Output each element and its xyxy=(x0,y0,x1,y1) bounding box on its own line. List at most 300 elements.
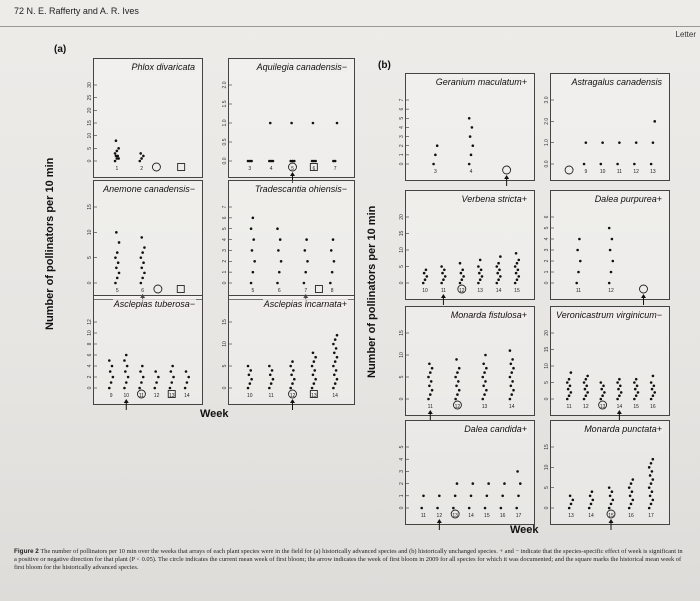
data-point xyxy=(118,241,121,244)
data-point xyxy=(579,260,582,263)
data-point xyxy=(249,369,252,372)
data-point xyxy=(481,275,484,278)
y-tick-label: 15 xyxy=(87,204,93,210)
x-tick-label: 11 xyxy=(440,288,447,294)
data-point xyxy=(171,365,174,368)
y-tick-label: 0 xyxy=(222,281,228,285)
y-tick-label: 3 xyxy=(399,470,405,473)
data-point xyxy=(501,495,504,498)
subplot-title: Tradescantia ohiensis− xyxy=(254,184,347,194)
data-point xyxy=(427,376,430,379)
current-bloom-circle xyxy=(565,166,573,174)
data-point xyxy=(303,282,306,285)
data-point xyxy=(142,261,145,264)
data-point xyxy=(649,474,652,477)
x-axis-label-a: Week xyxy=(200,408,229,420)
data-point xyxy=(304,249,307,252)
bloom-2009-arrow-head xyxy=(617,410,622,414)
y-tick-label: 4 xyxy=(399,126,405,129)
x-tick-label: 4 xyxy=(269,166,273,172)
data-point xyxy=(470,154,473,157)
y-tick-label: 1.0 xyxy=(544,139,550,147)
data-point xyxy=(589,495,592,498)
data-point xyxy=(608,486,611,489)
subplot-2 xyxy=(87,180,203,300)
data-point xyxy=(420,507,423,510)
current-bloom-circle xyxy=(503,166,511,174)
x-tick-label: 3 xyxy=(433,169,437,175)
data-point xyxy=(516,470,519,473)
data-point xyxy=(140,267,143,270)
bloom-2009-arrow-head xyxy=(124,399,129,403)
current-bloom-circle xyxy=(152,163,160,171)
x-tick-label: 14 xyxy=(616,404,623,410)
data-point xyxy=(575,282,578,285)
bloom-2009-arrow-head xyxy=(504,175,509,179)
y-tick-label: 3 xyxy=(544,248,550,252)
x-tick-label: 6 xyxy=(277,288,281,294)
x-tick-label: 14 xyxy=(332,393,338,399)
subplot-svg xyxy=(87,59,204,179)
subplot-title: Dalea candida+ xyxy=(464,424,527,434)
subplot-svg xyxy=(399,191,536,301)
y-tick-label: 6 xyxy=(399,107,405,111)
data-point xyxy=(570,503,573,506)
data-point xyxy=(458,367,461,370)
data-point xyxy=(250,378,253,381)
data-point xyxy=(270,382,273,385)
subplot-svg xyxy=(222,181,356,301)
data-point xyxy=(444,275,447,278)
data-point xyxy=(648,507,651,510)
data-point xyxy=(117,157,120,160)
y-tick-label: 10 xyxy=(399,247,405,253)
y-tick-label: 10 xyxy=(222,341,228,347)
data-point xyxy=(247,387,250,390)
data-point xyxy=(632,499,635,502)
x-tick-label: 12 xyxy=(633,169,639,175)
y-tick-label: 0.5 xyxy=(222,138,228,146)
subplot-svg xyxy=(399,74,536,182)
data-point xyxy=(515,507,518,510)
data-point xyxy=(312,374,315,377)
data-point xyxy=(169,387,172,390)
data-point xyxy=(251,249,254,252)
data-point xyxy=(649,495,652,498)
data-point xyxy=(618,378,621,381)
subplot-title: Monarda punctata+ xyxy=(584,424,662,434)
data-point xyxy=(510,393,513,396)
data-point xyxy=(608,227,611,230)
data-point xyxy=(279,238,282,241)
x-tick-label: 15 xyxy=(484,513,490,519)
data-point xyxy=(634,388,637,391)
data-point xyxy=(313,369,316,372)
subplot-9 xyxy=(544,190,670,300)
data-point xyxy=(427,398,430,401)
y-tick-label: 6 xyxy=(544,215,550,219)
data-point xyxy=(185,370,188,373)
data-point xyxy=(610,271,613,274)
y-tick-label: 3.0 xyxy=(544,96,550,104)
data-point xyxy=(422,282,425,285)
data-point xyxy=(312,352,315,355)
data-point xyxy=(459,282,462,285)
bloom-2009-arrow-head xyxy=(441,294,446,298)
data-point xyxy=(140,236,143,239)
x-tick-label: 12 xyxy=(436,513,443,519)
data-point xyxy=(331,271,334,274)
data-point xyxy=(153,387,156,390)
y-tick-label: 4 xyxy=(399,457,405,461)
data-point xyxy=(609,249,612,252)
x-tick-label: 11 xyxy=(138,393,145,399)
data-point xyxy=(431,389,434,392)
data-point xyxy=(618,141,621,144)
subplot-svg xyxy=(222,59,356,179)
subplot-12 xyxy=(399,420,535,525)
x-tick-label: 7 xyxy=(333,166,337,172)
data-point xyxy=(170,370,173,373)
subplot-5 xyxy=(222,295,355,405)
data-point xyxy=(335,369,338,372)
data-point xyxy=(608,507,611,510)
data-point xyxy=(568,394,571,397)
data-point xyxy=(497,262,500,265)
data-point xyxy=(485,367,488,370)
data-point xyxy=(652,458,655,461)
data-point xyxy=(460,272,463,275)
data-point xyxy=(456,393,459,396)
data-point xyxy=(576,249,579,252)
data-point xyxy=(268,387,271,390)
subplot-title: Asclepias incarnata+ xyxy=(263,299,347,309)
data-point xyxy=(651,470,654,473)
data-point xyxy=(650,163,653,166)
data-point xyxy=(650,462,653,465)
data-point xyxy=(423,272,426,275)
y-tick-label: 0.0 xyxy=(222,157,228,165)
data-point xyxy=(269,374,272,377)
x-tick-label: 13 xyxy=(477,288,483,294)
data-point xyxy=(461,278,464,281)
data-point xyxy=(628,486,631,489)
data-point xyxy=(452,507,455,510)
data-point xyxy=(612,499,615,502)
data-point xyxy=(434,154,437,157)
data-point xyxy=(117,147,120,150)
data-point xyxy=(116,150,119,153)
subplot-title: Geranium maculatum+ xyxy=(435,77,527,87)
data-point xyxy=(306,260,309,263)
data-point xyxy=(509,376,512,379)
data-point xyxy=(330,249,333,252)
x-tick-label: 13 xyxy=(311,393,317,399)
x-tick-label: 9 xyxy=(584,169,588,175)
x-tick-label: 2 xyxy=(140,166,143,172)
panel-label-b: (b) xyxy=(378,60,391,71)
y-axis-label-a: Number of pollinators per 10 min xyxy=(44,157,56,330)
data-point xyxy=(578,238,581,241)
x-tick-label: 1 xyxy=(115,166,119,172)
data-point xyxy=(584,388,587,391)
x-tick-label: 12 xyxy=(153,393,160,399)
data-point xyxy=(609,495,612,498)
data-point xyxy=(600,388,603,391)
y-tick-label: 0 xyxy=(399,281,405,285)
data-point xyxy=(108,359,111,362)
y-tick-label: 5 xyxy=(399,265,405,268)
data-point xyxy=(635,141,638,144)
data-point xyxy=(610,503,613,506)
subplot-svg xyxy=(87,181,204,301)
subplot-11 xyxy=(544,306,670,416)
subplot-4 xyxy=(87,295,203,405)
data-point xyxy=(329,282,332,285)
data-point xyxy=(143,246,146,249)
y-tick-label: 0 xyxy=(399,162,405,166)
data-point xyxy=(334,360,337,363)
y-tick-label: 0.0 xyxy=(544,160,550,168)
y-tick-label: 15 xyxy=(87,120,93,126)
data-point xyxy=(650,381,653,384)
data-point xyxy=(304,271,307,274)
data-point xyxy=(652,478,655,481)
data-point xyxy=(583,398,586,401)
subplot-svg xyxy=(87,296,204,406)
y-tick-label: 0 xyxy=(87,281,93,285)
data-point xyxy=(516,278,519,281)
x-tick-label: 5 xyxy=(291,166,294,172)
data-point xyxy=(127,376,130,379)
data-point xyxy=(115,267,118,270)
data-point xyxy=(336,122,339,125)
data-point xyxy=(456,482,459,485)
data-point xyxy=(140,381,143,384)
data-point xyxy=(456,371,459,374)
subplot-title: Verbena stricta+ xyxy=(461,194,527,204)
data-point xyxy=(592,499,595,502)
data-point xyxy=(333,374,336,377)
figure-caption xyxy=(14,548,686,572)
subplot-title: Asclepias tuberosa− xyxy=(113,299,195,309)
x-tick-label: 11 xyxy=(427,404,433,410)
data-point xyxy=(648,486,651,489)
subplot-svg xyxy=(544,74,671,182)
y-tick-label: 20 xyxy=(399,214,405,220)
data-point xyxy=(519,482,522,485)
y-tick-label: 10 xyxy=(87,229,93,236)
data-point xyxy=(291,360,294,363)
y-tick-label: 15 xyxy=(222,319,228,325)
data-point xyxy=(314,160,317,163)
data-point xyxy=(600,398,603,401)
y-tick-label: 10 xyxy=(87,132,93,139)
y-tick-label: 10 xyxy=(399,352,405,358)
data-point xyxy=(139,370,142,373)
data-point xyxy=(566,398,569,401)
x-tick-label: 6 xyxy=(141,288,145,294)
data-point xyxy=(428,385,431,388)
x-tick-label: 13 xyxy=(568,513,574,519)
x-tick-label: 11 xyxy=(420,513,427,519)
data-point xyxy=(481,398,484,401)
y-tick-label: 20 xyxy=(87,107,93,114)
y-tick-label: 25 xyxy=(87,94,93,101)
data-point xyxy=(247,365,250,368)
y-tick-label: 15 xyxy=(399,230,405,237)
data-point xyxy=(651,388,654,391)
caption-text: The number of pollinators per 10 min over the weeks that arrays of each plant species were in the field for (a) historically advanced species and (b) historically unchanged species. + and − indicate that the species-specific effect of week is significant in a positive or negative direction for that plant (P < 0.05). The circle indicates the current mean week of first bloom; the arrow indicates the week of first bloom in 2009 for all species for which it was documented; and the square marks the historical mean week of first bloom for the historically advanced species. xyxy=(14,548,683,571)
x-tick-label: 16 xyxy=(650,404,656,410)
data-point xyxy=(484,354,487,357)
data-point xyxy=(184,387,187,390)
data-point xyxy=(441,272,444,275)
x-tick-label: 17 xyxy=(515,513,522,519)
y-tick-label: 12 xyxy=(87,319,93,325)
data-point xyxy=(289,387,292,390)
data-point xyxy=(653,120,656,123)
data-point xyxy=(141,277,144,280)
data-point xyxy=(619,385,622,388)
y-tick-label: 2 xyxy=(399,482,405,485)
data-point xyxy=(268,365,271,368)
data-point xyxy=(568,378,571,381)
y-tick-label: 2 xyxy=(544,259,550,263)
y-tick-label: 0 xyxy=(544,506,550,510)
data-point xyxy=(586,391,589,394)
data-point xyxy=(425,269,428,272)
data-point xyxy=(635,378,638,381)
data-point xyxy=(468,117,471,120)
data-point xyxy=(509,349,512,352)
data-point xyxy=(577,271,580,274)
data-point xyxy=(486,495,489,498)
data-point xyxy=(472,144,475,147)
data-point xyxy=(332,387,335,390)
x-tick-label: 11 xyxy=(268,393,274,399)
bloom-2009-arrow-head xyxy=(290,399,295,403)
caption-label: Figure 2 xyxy=(14,548,39,555)
data-point xyxy=(269,122,272,125)
y-tick-label: 7 xyxy=(399,98,405,102)
data-point xyxy=(498,269,501,272)
data-point xyxy=(293,160,296,163)
data-point xyxy=(293,378,296,381)
data-point xyxy=(114,282,117,285)
data-point xyxy=(482,363,485,366)
data-point xyxy=(116,251,119,254)
x-tick-label: 14 xyxy=(588,513,594,519)
y-tick-label: 5 xyxy=(87,146,93,150)
data-point xyxy=(170,381,173,384)
data-point xyxy=(250,227,253,230)
data-point xyxy=(566,381,569,384)
data-point xyxy=(590,503,593,506)
data-point xyxy=(430,380,433,383)
data-point xyxy=(570,371,573,374)
data-point xyxy=(478,272,481,275)
x-tick-label: 5 xyxy=(115,288,119,294)
data-point xyxy=(511,380,514,383)
data-point xyxy=(630,482,633,485)
x-tick-label: 15 xyxy=(514,288,520,294)
data-point xyxy=(277,249,280,252)
running-head: 72 N. E. Rafferty and A. R. Ives xyxy=(14,6,139,16)
subplot-13 xyxy=(544,420,670,525)
subplot-title: Aquilegia canadensis− xyxy=(256,62,347,72)
subplot-title: Dalea purpurea+ xyxy=(594,194,662,204)
subplot-title: Monarda fistulosa+ xyxy=(450,310,527,320)
x-tick-label: 10 xyxy=(422,288,428,294)
data-point xyxy=(653,385,656,388)
data-point xyxy=(332,343,335,346)
data-point xyxy=(517,275,520,278)
data-point xyxy=(461,269,464,272)
y-tick-label: 0 xyxy=(87,159,93,163)
subplot-svg xyxy=(399,421,536,526)
data-point xyxy=(600,381,603,384)
data-point xyxy=(468,163,471,166)
y-tick-label: 5 xyxy=(87,256,93,260)
historical-bloom-square xyxy=(177,286,184,293)
data-point xyxy=(517,259,520,262)
x-tick-label: 16 xyxy=(628,513,634,519)
x-tick-label: 5 xyxy=(251,288,255,294)
data-point xyxy=(109,370,112,373)
data-point xyxy=(117,261,120,264)
data-point xyxy=(483,371,486,374)
subplot-1 xyxy=(222,58,355,178)
data-point xyxy=(314,378,317,381)
data-point xyxy=(422,495,425,498)
data-point xyxy=(633,163,636,166)
data-point xyxy=(497,278,500,281)
subplot-svg xyxy=(544,307,671,417)
data-point xyxy=(499,255,502,258)
y-tick-label: 0 xyxy=(544,397,550,401)
data-point xyxy=(334,382,337,385)
data-point xyxy=(114,152,117,155)
y-tick-label: 1.0 xyxy=(222,119,228,127)
x-tick-label: 12 xyxy=(583,404,589,410)
data-point xyxy=(484,507,487,510)
data-point xyxy=(487,482,490,485)
x-tick-label: 15 xyxy=(633,404,639,410)
subplot-3 xyxy=(222,180,355,300)
y-tick-label: 0 xyxy=(222,386,228,390)
y-tick-label: 2 xyxy=(87,375,93,379)
data-point xyxy=(272,378,275,381)
data-point xyxy=(424,278,427,281)
y-tick-label: 3 xyxy=(222,249,228,252)
y-tick-label: 20 xyxy=(544,330,550,336)
data-point xyxy=(512,389,515,392)
y-tick-label: 15 xyxy=(544,346,550,353)
data-point xyxy=(485,389,488,392)
data-point xyxy=(436,144,439,147)
x-tick-label: 10 xyxy=(123,393,130,399)
data-point xyxy=(250,282,253,285)
data-point xyxy=(125,354,128,357)
data-point xyxy=(483,393,486,396)
data-point xyxy=(499,275,502,278)
y-tick-label: 2 xyxy=(399,144,405,148)
data-point xyxy=(108,387,111,390)
data-point xyxy=(514,282,517,285)
data-point xyxy=(333,352,336,355)
y-tick-label: 30 xyxy=(87,82,93,88)
